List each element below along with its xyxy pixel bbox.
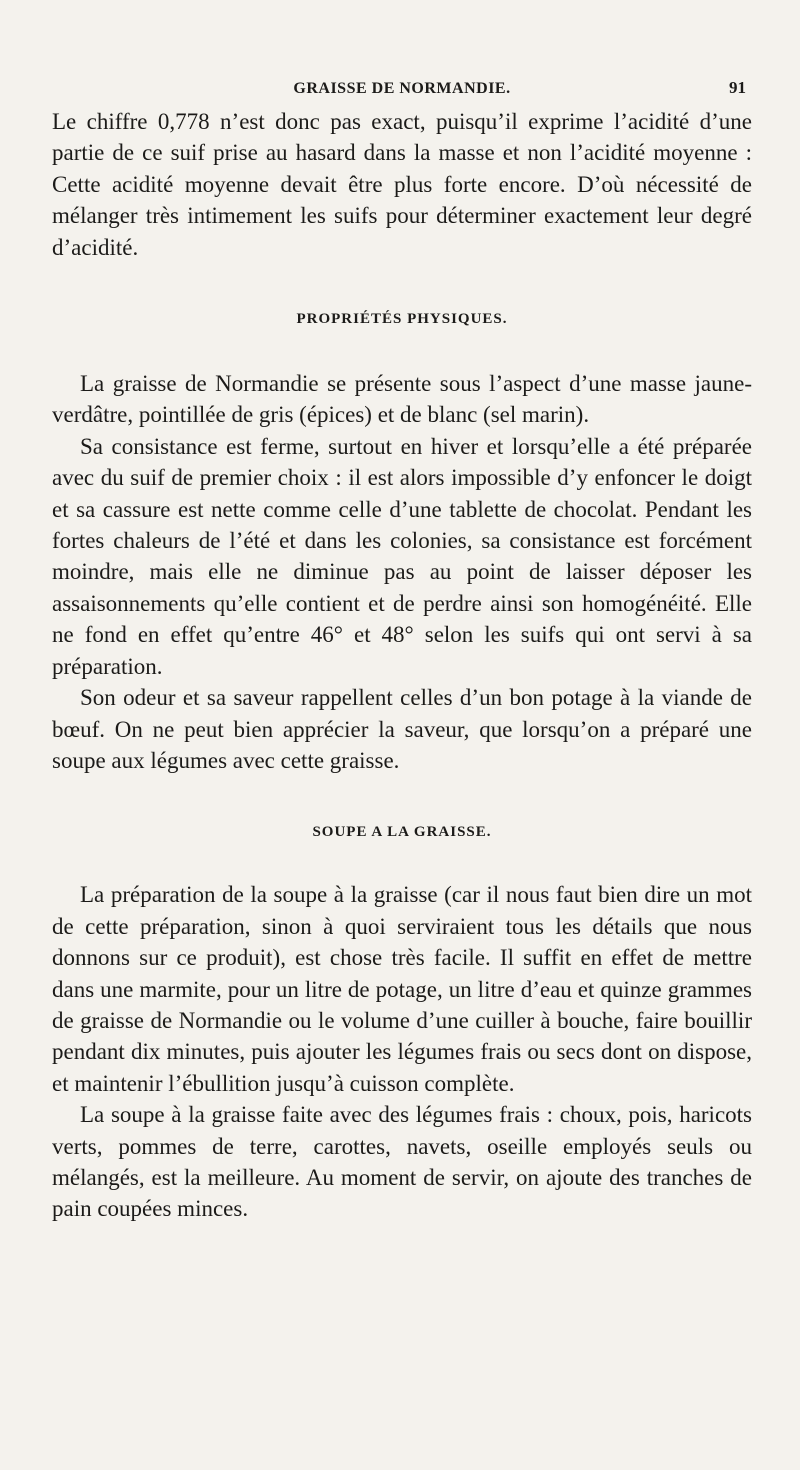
paragraph-fresh-vegetable-soup: La soupe à la graisse faite avec des légumes frais : choux, pois, haricots verts, pommes de terre, carottes, navets, oseille employés seuls ou mélangés, est la meilleure. Au moment de servir, on ajoute des tranches de pain coupées minces. <box>52 1102 752 1222</box>
paragraph-appearance: La graisse de Normandie se présente sous l’aspect d’une masse jaune-verdâtre, pointillée de gris (épices) et de blanc (sel marin). <box>52 371 752 428</box>
paragraph-acidity: Le chiffre 0,778 n’est donc pas exact, puisqu’il exprime l’acidité d’une partie de ce suif prise au hasard dans la masse et non l’acidité moyenne : Cette acidité moyenne devait être plus forte encore. D’où nécessité de mélanger très intimement les suifs pour déterminer exactement leur degré d’acidité. <box>52 109 752 260</box>
paragraph-odor-flavor: Son odeur et sa saveur rappellent celles d’un bon potage à la viande de bœuf. On ne peut bien apprécier la saveur, que lorsqu’on a préparé une soupe aux légumes avec cette graisse. <box>52 685 752 773</box>
section-heading-fat-soup: SOUPE A LA GRAISSE. <box>312 824 492 841</box>
running-title: GRAISSE DE NORMANDIE. <box>293 80 511 97</box>
section-heading-physical-properties: PROPRIÉTÉS PHYSIQUES. <box>296 311 508 328</box>
paragraph-consistency: Sa consistance est ferme, surtout en hiver et lorsqu’elle a été préparée avec du suif de premier choix : il est alors impossible d’y enfoncer le doigt et sa cassure est nette comme celle d’une tablette de chocolat. Pendant les fortes chaleurs de l’été et dans les colonies, sa consistance est forcément moindre, mais elle ne diminue pas au point de laisser déposer les assaisonnements qu’elle contient et de perdre ainsi son homogénéité. Elle ne fond en effet qu’entre 46° et 48° selon les suifs qui ont servi à sa préparation. <box>52 433 752 679</box>
running-head <box>52 72 752 102</box>
page-number: 91 <box>729 78 746 97</box>
paragraph-soup-preparation: La préparation de la soupe à la graisse (car il nous faut bien dire un mot de cette préparation, sinon à quoi serviraient tous les détails que nous donnons sur ce produit), est chose très facile. Il suffit en effet de mettre dans une marmite, pour un litre de potage, un litre d’eau et quinze grammes de graisse de Normandie ou le volume d’une cuiller à bouche, faire bouillir pendant dix minutes, puis ajouter les légumes frais ou secs dont on dispose, et maintenir l’ébullition jusqu’à cuisson complète. <box>52 882 752 1096</box>
